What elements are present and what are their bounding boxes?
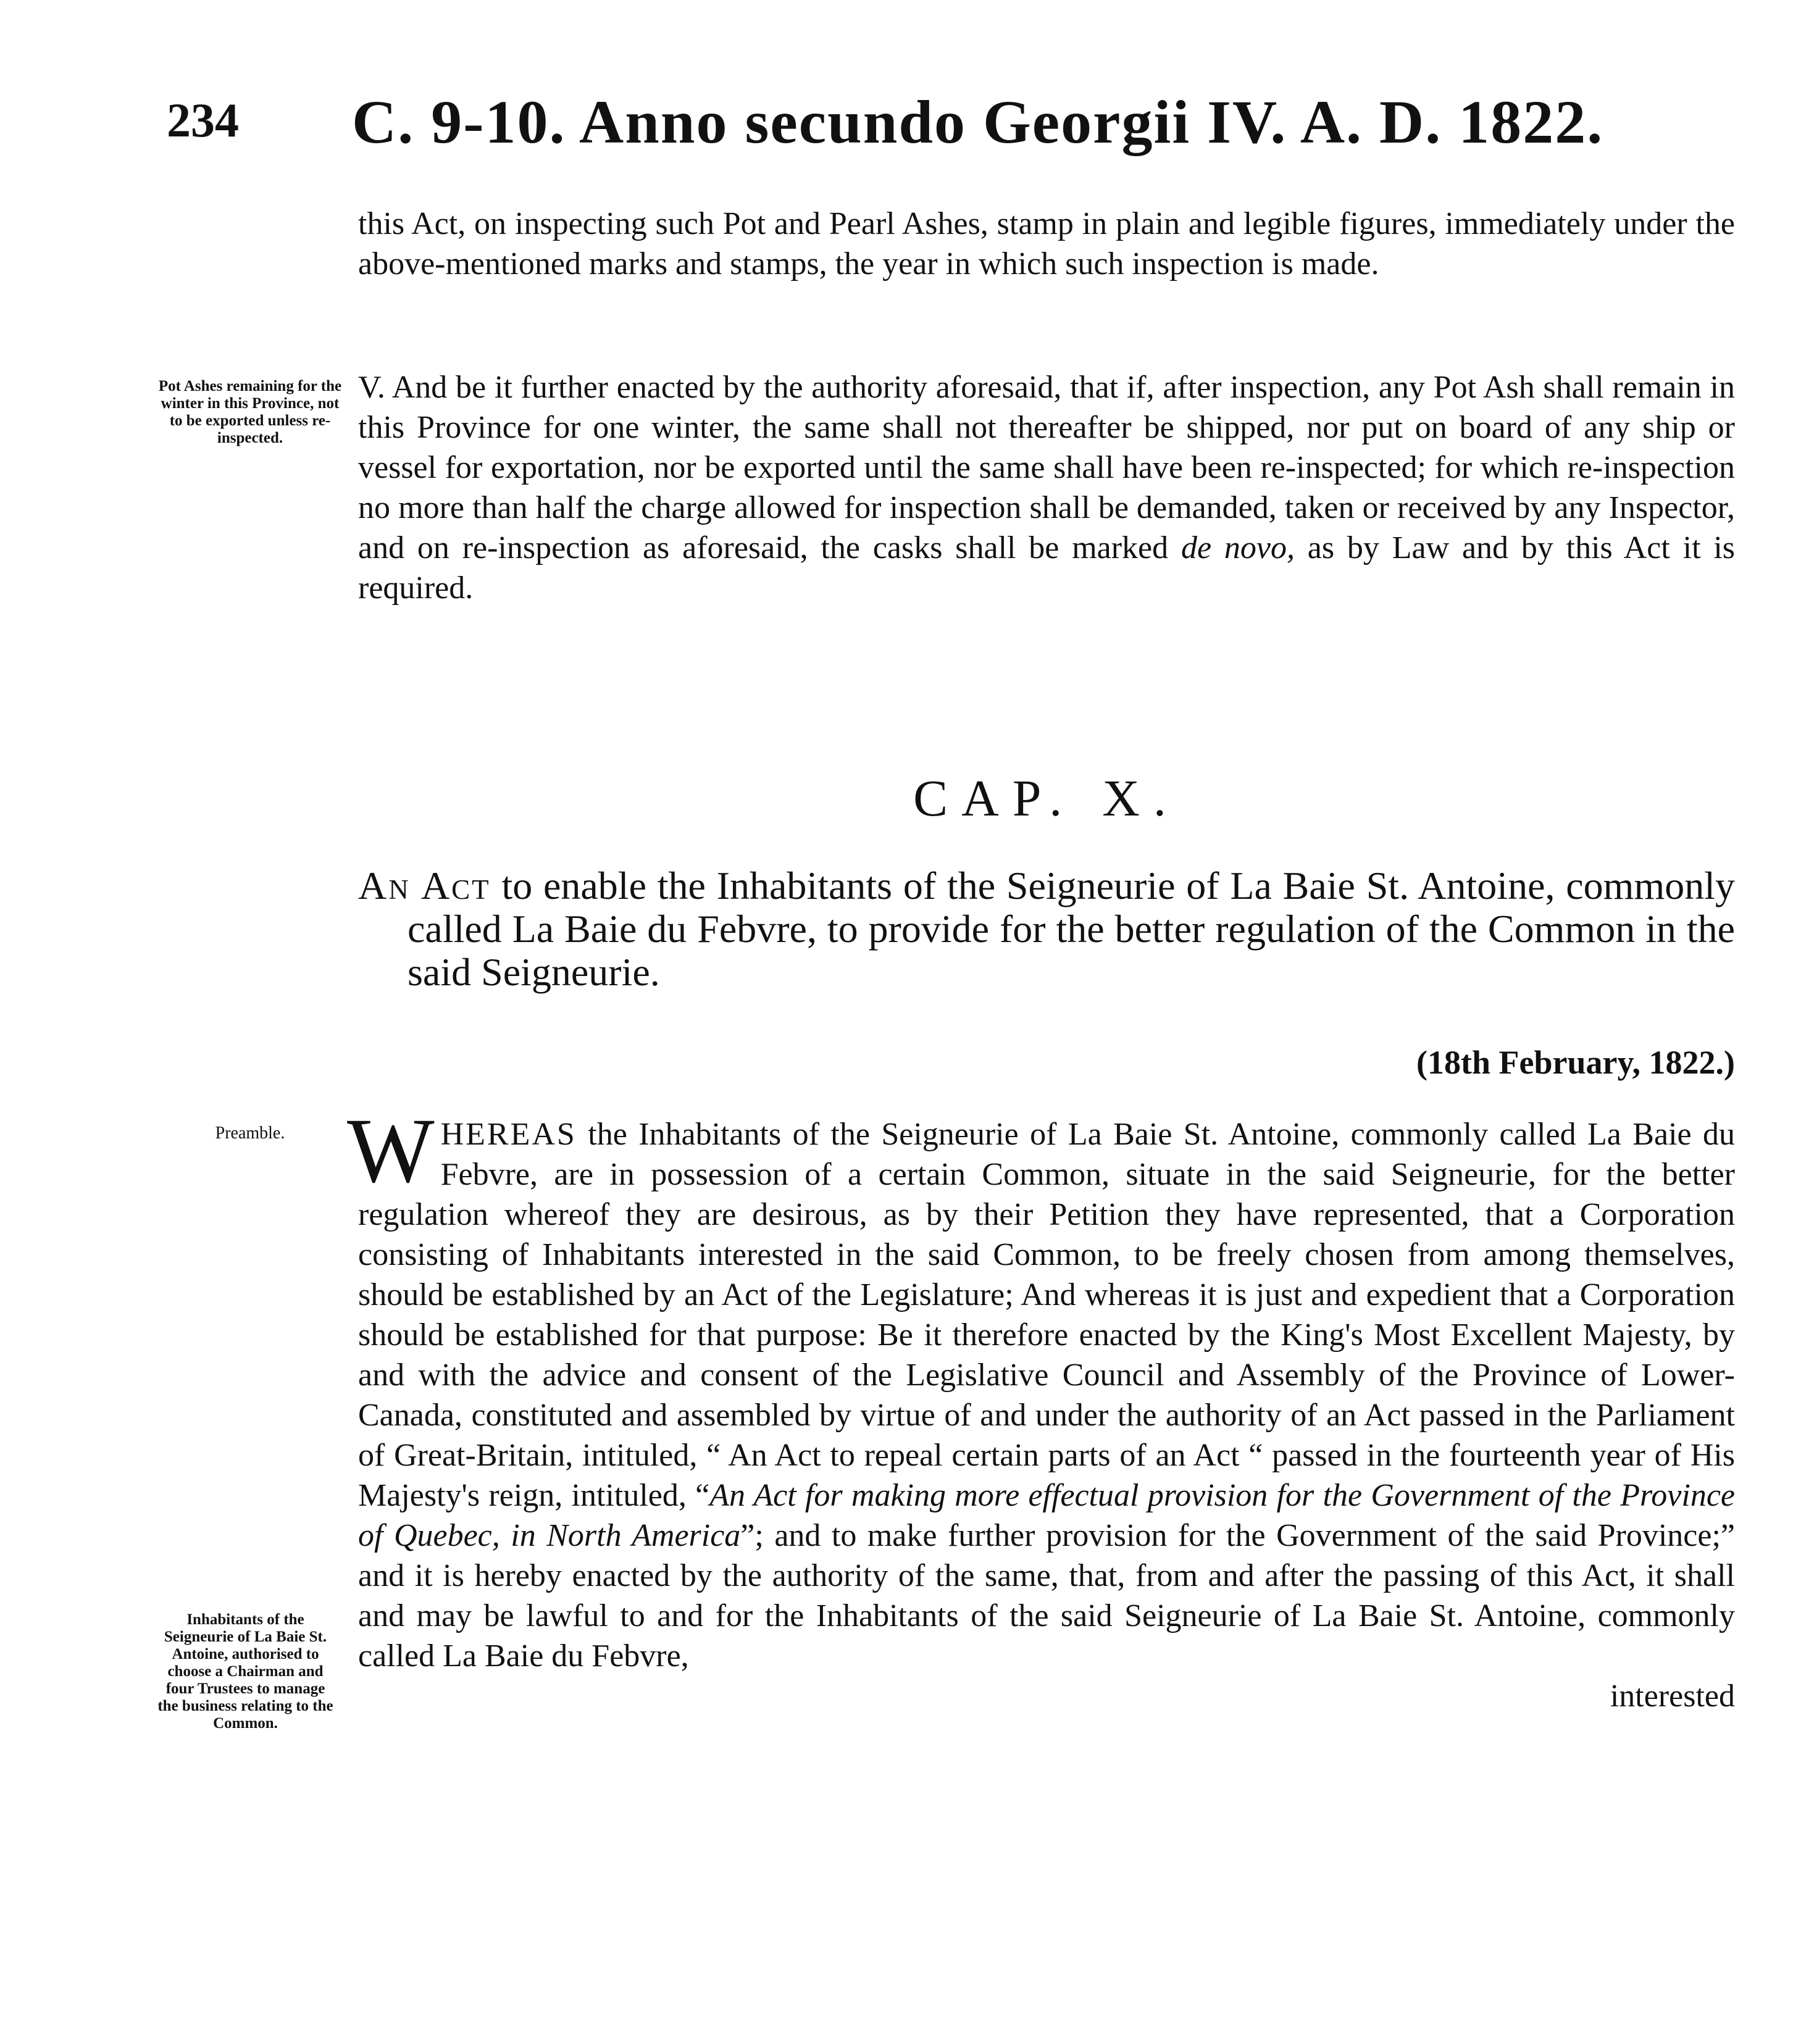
section-iv-continuation — [358, 204, 1735, 284]
act-title-text: to enable the Inhabitants of the Seigneurie of La Baie St. Antoine, commonly called La Baie du Febvre, to provide for the better regulation of the Common in the said Seigneurie. — [407, 864, 1736, 994]
act-title — [358, 864, 1735, 994]
preamble-text — [347, 1099, 1736, 1716]
act-lead: An Act — [358, 864, 491, 907]
section-v-paragraph — [358, 367, 1735, 608]
section-v-italic: de novo, — [1180, 530, 1295, 565]
section-v-end: as by Law and by this Act it is required. — [358, 530, 1736, 606]
act-date: (18th February, 1822.) — [1416, 1044, 1735, 1081]
section-v-text: V. And be it further enacted by the authority aforesaid, that if, after inspection, any Pot Ash shall remain in this Province for one winter, the same shall not thereafter be shipped, nor put on board of any ship or vessel for exportation, nor be exported until the same shall have been re-inspected; for which re-inspection no more than half the charge allowed for inspection shall be demanded, taken or received by any Inspector, and on re-inspection as aforesaid, the casks shall be marked — [358, 370, 1735, 565]
preamble-first-word: HEREAS — [440, 1117, 577, 1152]
sidenote-preamble: Preamble. — [215, 1124, 285, 1143]
preamble-italic-title: An Act for making more effectual provision for the Government of the Province of Quebec, in North America — [358, 1478, 1735, 1553]
sidenote-pot-ashes: Pot Ashes remaining for the winter in this Province, not to be exported unless re-inspected. — [158, 378, 342, 446]
sidenote-inhabitants: Inhabitants of the Seigneurie of La Baie St. Antoine, authorised to choose a Chairman and four Trustees to manage the business relating to the Common. — [157, 1611, 333, 1732]
page-header — [167, 86, 1735, 179]
chapter-title: CAP. X. — [913, 770, 1180, 827]
catchword: interested — [1610, 1679, 1735, 1714]
preamble-text-1: the Inhabitants of the Seigneurie of La Baie St. Antoine, commonly called La Baie du Febvre, are in possession of a certain Common, situate in the said Seigneurie, for the better regulation whereof they are desirous, as by their Petition they have represented, that a Corporation consisting of Inhabitants interested in the said Common, to be freely chosen from among themselves, should be established by an Act of the Legislature; And whereas it is just and expedient that a Corporation should be established for that purpose: Be it therefore enacted by the King's Most Excellent Majesty, by and with the advice and consent of the Legislative Council and Assembly of the Province of Lower-Canada, constituted and assembled by virtue of and under the authority of an Act passed in the Parliament of Great-Britain, intituled, “ An Act to repeal certain parts of an Act “ passed in the fourteenth year of His Majesty's reign, intituled, “ — [358, 1117, 1736, 1513]
section-v — [358, 367, 1735, 608]
continuation-paragraph: this Act, on inspecting such Pot and Pearl Ashes, stamp in plain and legible figures, immediately under the above-mentioned marks and stamps, the year in which such inspection is made. — [358, 206, 1735, 282]
page-number: 234 — [167, 93, 239, 147]
drop-cap: W — [347, 1099, 435, 1202]
running-head: C. 9-10. Anno secundo Georgii IV. A. D. 1822. — [352, 88, 1604, 156]
preamble-text-2: ”; and to make further provision for the Government of the said Province;” and it is hereby enacted by the authority of the same, that, from and after the passing of this Act, it shall and may be lawful to and for the Inhabitants of the said Seigneurie of La Baie St. Antoine, commonly called La Baie du Febvre, — [358, 1518, 1735, 1674]
